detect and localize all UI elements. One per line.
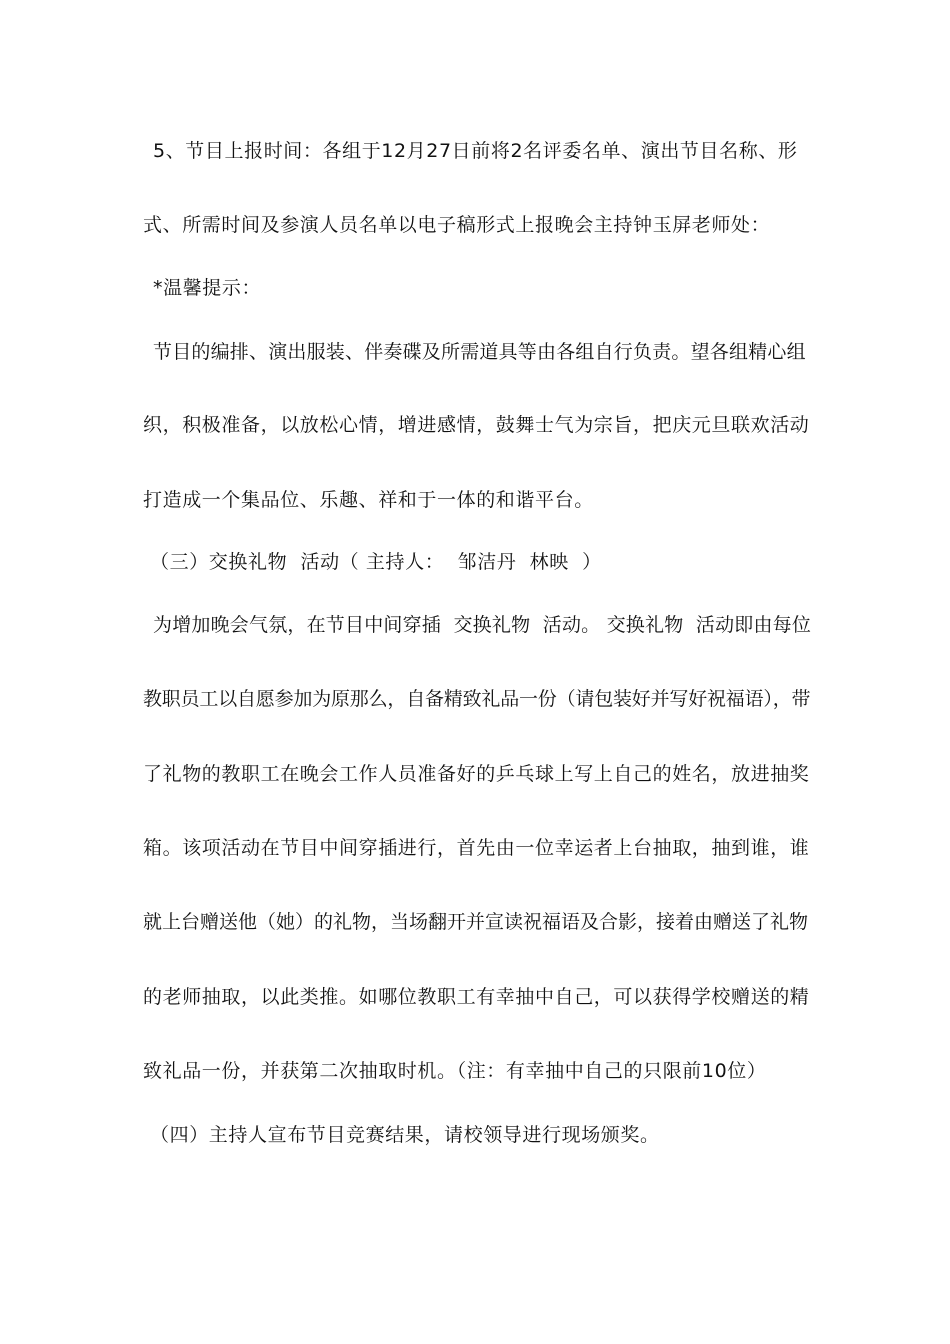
text-line-6: 打造成一个集品位、乐趣、祥和于一体的和谐平台。	[143, 489, 594, 511]
text-line-4: 节目的编排、演出服装、伴奏碟及所需道具等由各组自行负责。望各组精心组	[153, 341, 806, 363]
text-line-11: 箱。该项活动在节目中间穿插进行，首先由一位幸运者上台抽取，抽到谁，谁	[143, 837, 810, 859]
text-line-13: 的老师抽取，以此类推。如哪位教职工有幸抽中自己，可以获得学校赠送的精	[143, 986, 810, 1008]
text-line-14: 致礼品一份，并获第二次抽取时机。（注：有幸抽中自己的只限前10位）	[143, 1060, 767, 1082]
text-line-3: *温馨提示：	[153, 277, 262, 299]
text-line-7: （三）交换礼物 活动（ 主持人： 邹洁丹 林映 ）	[150, 551, 602, 573]
text-line-8: 为增加晚会气氛，在节目中间穿插 交换礼物 活动。 交换礼物 活动即由每位	[153, 614, 812, 636]
text-line-9: 教职员工以自愿参加为原那么，自备精致礼品一份（请包装好并写好祝福语），带	[143, 688, 811, 710]
text-line-2: 式、所需时间及参演人员名单以电子稿形式上报晚会主持钟玉屏老师处：	[143, 214, 771, 236]
text-line-12: 就上台赠送他（她）的礼物，当场翻开并宣读祝福语及合影，接着由赠送了礼物	[143, 911, 809, 933]
text-line-15: （四）主持人宣布节目竞赛结果，请校领导进行现场颁奖。	[150, 1124, 660, 1146]
text-line-10: 了礼物的教职工在晚会工作人员准备好的乒乓球上写上自己的姓名，放进抽奖	[143, 763, 810, 785]
text-line-1: 5、节目上报时间：各组于12月27日前将2名评委名单、演出节目名称、形	[153, 140, 798, 162]
text-line-5: 织，积极准备，以放松心情，增进感情，鼓舞士气为宗旨，把庆元旦联欢活动	[143, 414, 810, 436]
